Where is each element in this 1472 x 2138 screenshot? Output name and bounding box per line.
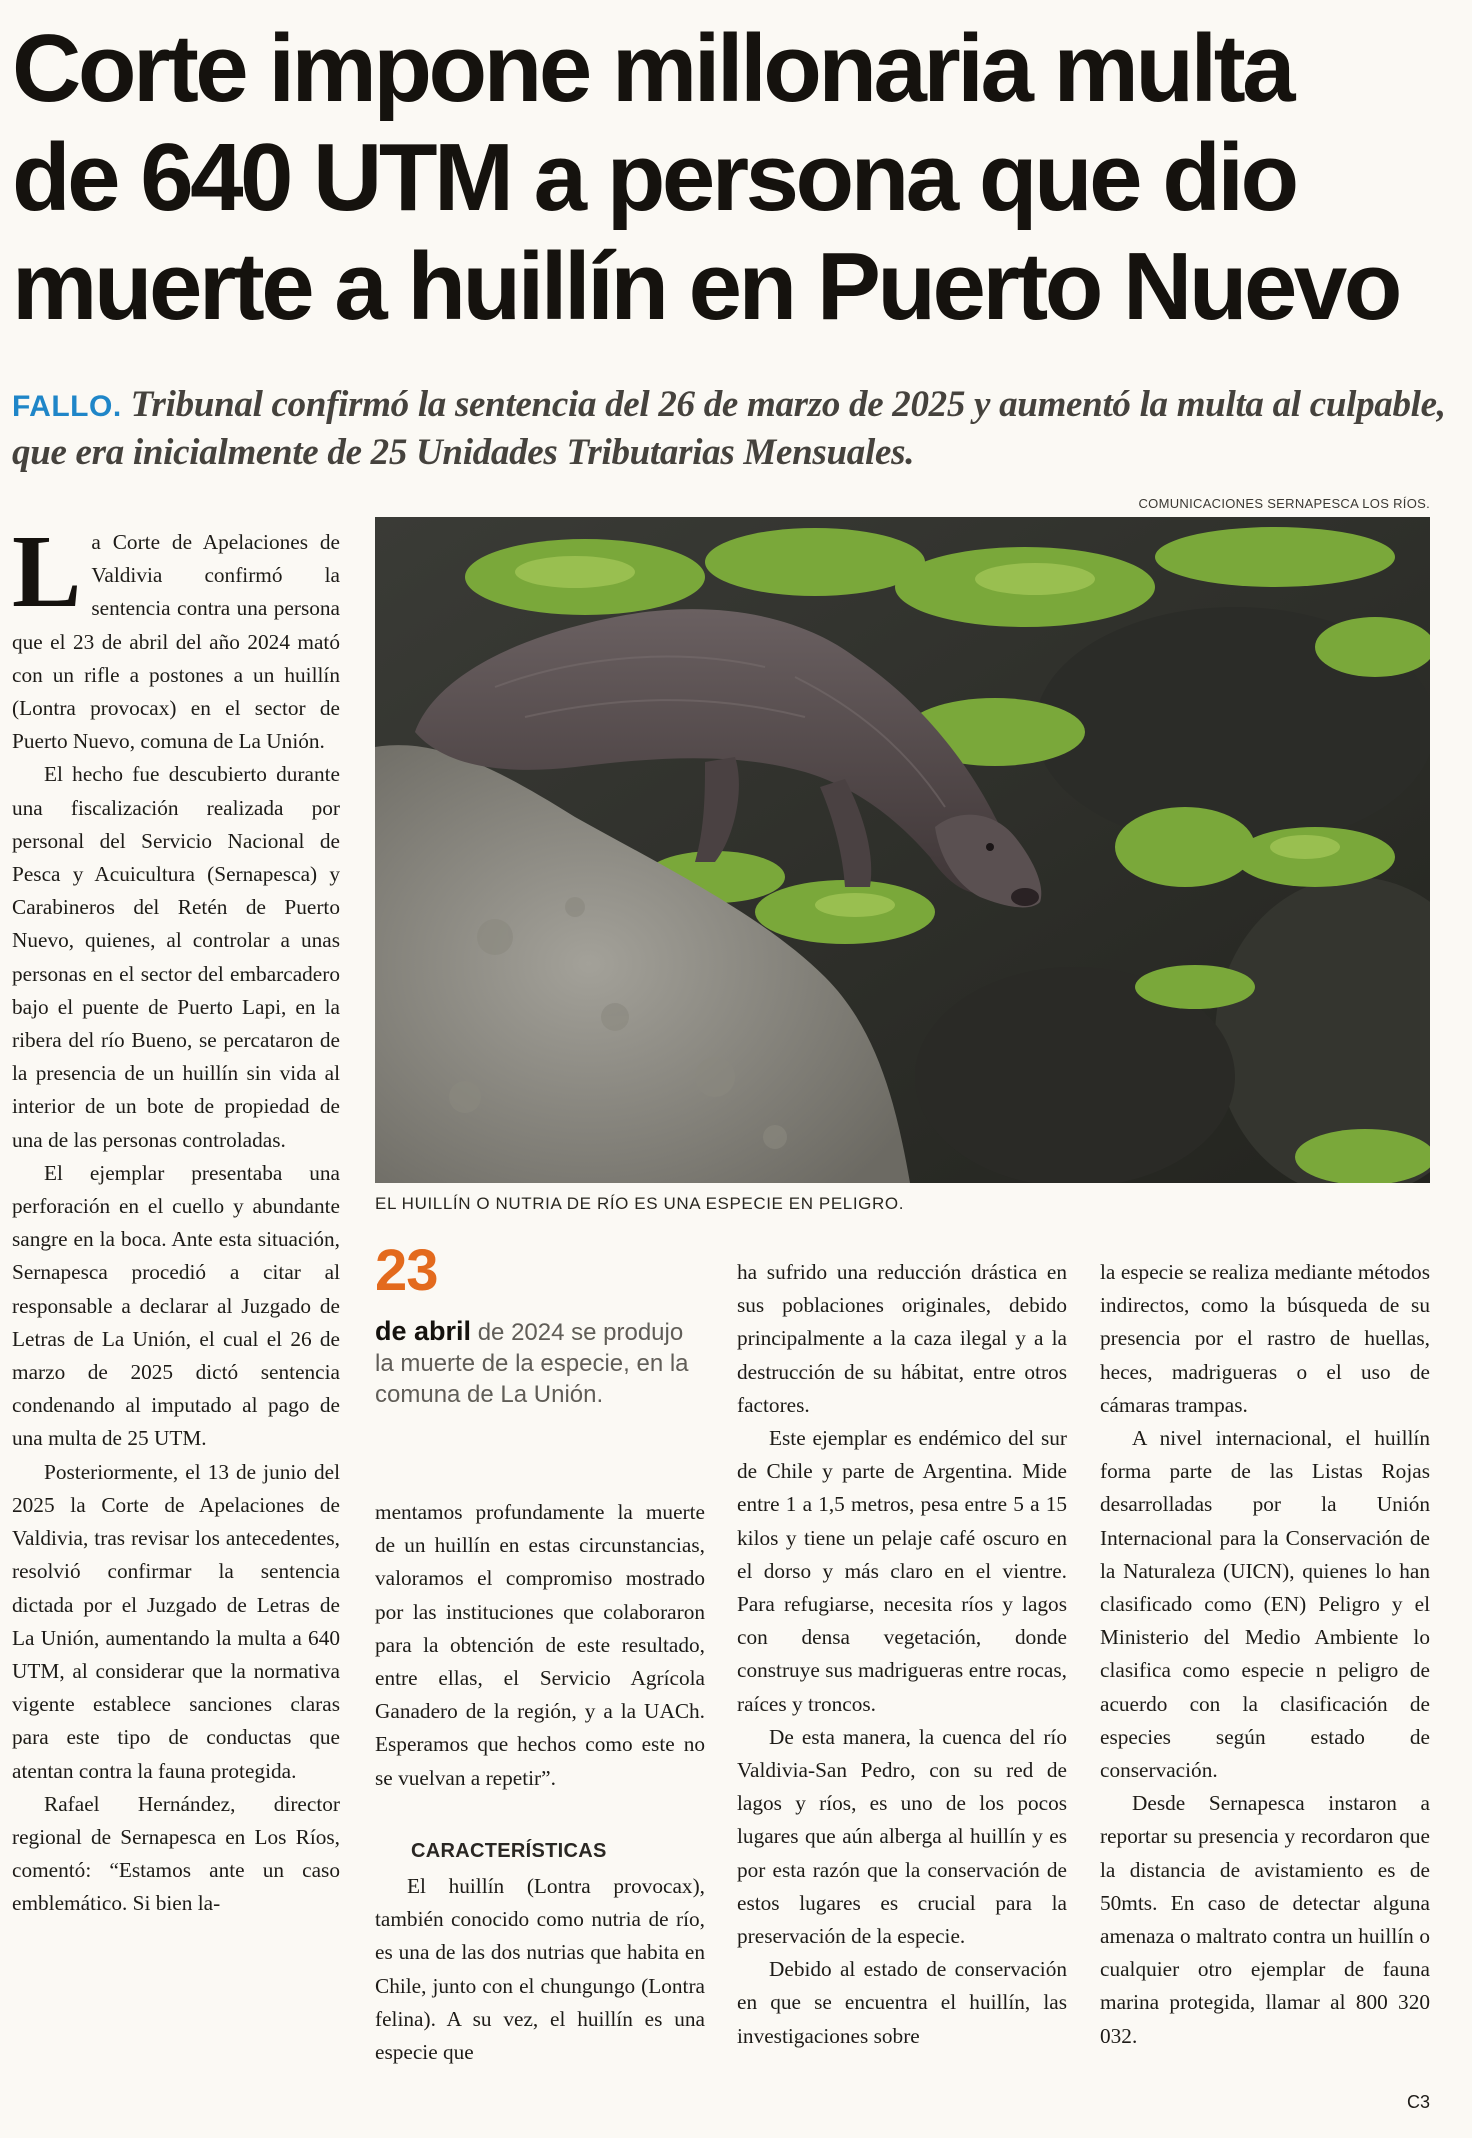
paragraph: Desde Sernapesca instaron a reportar su presencia y recordaron que la distancia de avistamiento es de 50mts. En caso de detectar alguna amenaza o maltrato contra un huillín o cualquier otro ejemplar de fauna marina protegida, llamar al 800 320 032.: [1100, 1791, 1430, 2048]
paragraph: El hecho fue descubierto durante una fiscalización realizada por personal del Servicio Nacional de Pesca y Acuicultura (Sernapesca) y Carabineros del Retén de Puerto Nuevo, quienes, al controlar a unas personas en el sector del embarcadero bajo el puente de Puerto Lapi, en la ribera del río Bueno, se percataron de la presencia de un huillín sin vida al interior de un bote de propiedad de una de las personas controladas.: [12, 762, 340, 1152]
article-column-3: [737, 1256, 1067, 2053]
end-mark: C3: [1406, 2092, 1430, 2112]
lead-kicker: FALLO.: [12, 390, 122, 423]
paragraph: Debido al estado de conservación en que se encuentra el huillín, las investigaciones sobre: [737, 1957, 1067, 2048]
photo-caption: EL HUILLÍN O NUTRIA DE RÍO ES UNA ESPECIE EN PELIGRO.: [375, 1194, 905, 1213]
paragraph: El ejemplar presentaba una perforación en el cuello y abundante sangre en la boca. Ante esta situación, Sernapesca procedió a citar al responsable a declarar al Juzgado de Letras de La Unión, el cual el 26 de marzo de 2025 dictó sentencia condenando al imputado al pago de una multa de 25 UTM.: [12, 1160, 340, 1451]
stat-text: [375, 1316, 705, 1410]
paragraph: A nivel internacional, el huillín forma parte de las Listas Rojas desarrolladas por la Unión Internacional para la Conservación de la Naturaleza (UICN), quienes lo han clasificado como (EN) Peligro y el Ministerio del Medio Ambiente lo clasifica como especie n peligro de acuerdo con la clasificación de especies según estado de conservación.: [1100, 1426, 1430, 1783]
paragraph: mentamos profundamente la muerte de un huillín en estas circunstancias, valoramos el compromiso mostrado por las instituciones que colaboraron para la obtención de este resultado, entre ellas, el Servicio Agrícola Ganadero de la región, y a la UACh. Esperamos que hechos como este no se vuelvan a repetir”.: [375, 1500, 705, 1790]
stat-highlight: [375, 1238, 705, 1410]
stat-description: de 2024 se produjo la muerte de la especie, en la comuna de La Unión.: [375, 1319, 689, 1408]
paragraph: Posteriormente, el 13 de junio del 2025 la Corte de Apelaciones de Valdivia, tras revisar los antecedentes, resolvió confirmar la sentencia dictada por el Juzgado de Letras de La Unión, aumentando la multa a 640 UTM, al considerar que la normativa vigente establece sanciones claras para este tipo de conductas que atentan contra la fauna protegida.: [12, 1459, 340, 1783]
article-column-2: [375, 1496, 705, 2069]
headline-line: Corte impone millonaria multa: [12, 15, 1293, 122]
article-column-1: [12, 514, 340, 1921]
paragraph: la especie se realiza mediante métodos indirectos, como la búsqueda de su presencia por el rastro de huellas, heces, madrigueras o el uso de cámaras trampas.: [1100, 1260, 1430, 1417]
photo-credit: COMUNICACIONES SERNAPESCA LOS RÍOS.: [1138, 496, 1430, 511]
lead-text: Tribunal confirmó la sentencia del 26 de marzo de 2025 y aumentó la multa al culpable, que era inicialmente de 25 Unidades Tributarias Mensuales.: [12, 384, 1446, 473]
otter-illustration: [375, 517, 1430, 1183]
headline: [12, 14, 1460, 341]
paragraph: De esta manera, la cuenca del río Valdivia-San Pedro, con su red de lagos y ríos, es uno de los pocos lugares que aún alberga al huillín y es por esta razón que la conservación de estos lugares es crucial para la preservación de la especie.: [737, 1724, 1067, 1949]
section-subhead: CARACTERÍSTICAS: [411, 1839, 607, 1862]
headline-line: muerte a huillín en Puerto Nuevo: [12, 233, 1399, 340]
paragraph: [12, 514, 340, 758]
otter-photo: [375, 517, 1430, 1183]
lead-paragraph: [12, 382, 1452, 476]
stat-number: 23: [375, 1238, 438, 1303]
paragraph: Este ejemplar es endémico del sur de Chile y parte de Argentina. Mide entre 1 a 1,5 metros, pesa entre 5 a 15 kilos y tiene un pelaje café oscuro en el dorso y más claro en el vientre. Para refugiarse, necesita ríos y lagos con densa vegetación, donde construye sus madrigueras entre rocas, raíces y troncos.: [737, 1426, 1067, 1716]
paragraph: ha sufrido una reducción drástica en sus poblaciones originales, debido principalmente a la caza ilegal y a la destrucción de su hábitat, entre otros factores.: [737, 1260, 1067, 1417]
paragraph-text: a Corte de Apelaciones de Valdivia confirmó la sentencia contra una persona que el 23 de abril del año 2024 mató con un rifle a postones a un huillín (Lontra provocax) en el sector de Puerto Nuevo, comuna de La Unión.: [12, 530, 340, 754]
headline-line: de 640 UTM a persona que dio: [12, 124, 1296, 231]
drop-cap: L: [12, 514, 82, 629]
paragraph: El huillín (Lontra provocax), también conocido como nutria de río, es una de las dos nutrias que habita en Chile, junto con el chungungo (Lontra felina). A su vez, el huillín es una especie que: [375, 1874, 705, 2065]
paragraph: Rafael Hernández, director regional de Sernapesca en Los Ríos, comentó: “Estamos ante un caso emblemático. Si bien la-: [12, 1791, 340, 1916]
stat-bold: de abril: [375, 1316, 472, 1346]
article-column-4: [1100, 1256, 1430, 2053]
